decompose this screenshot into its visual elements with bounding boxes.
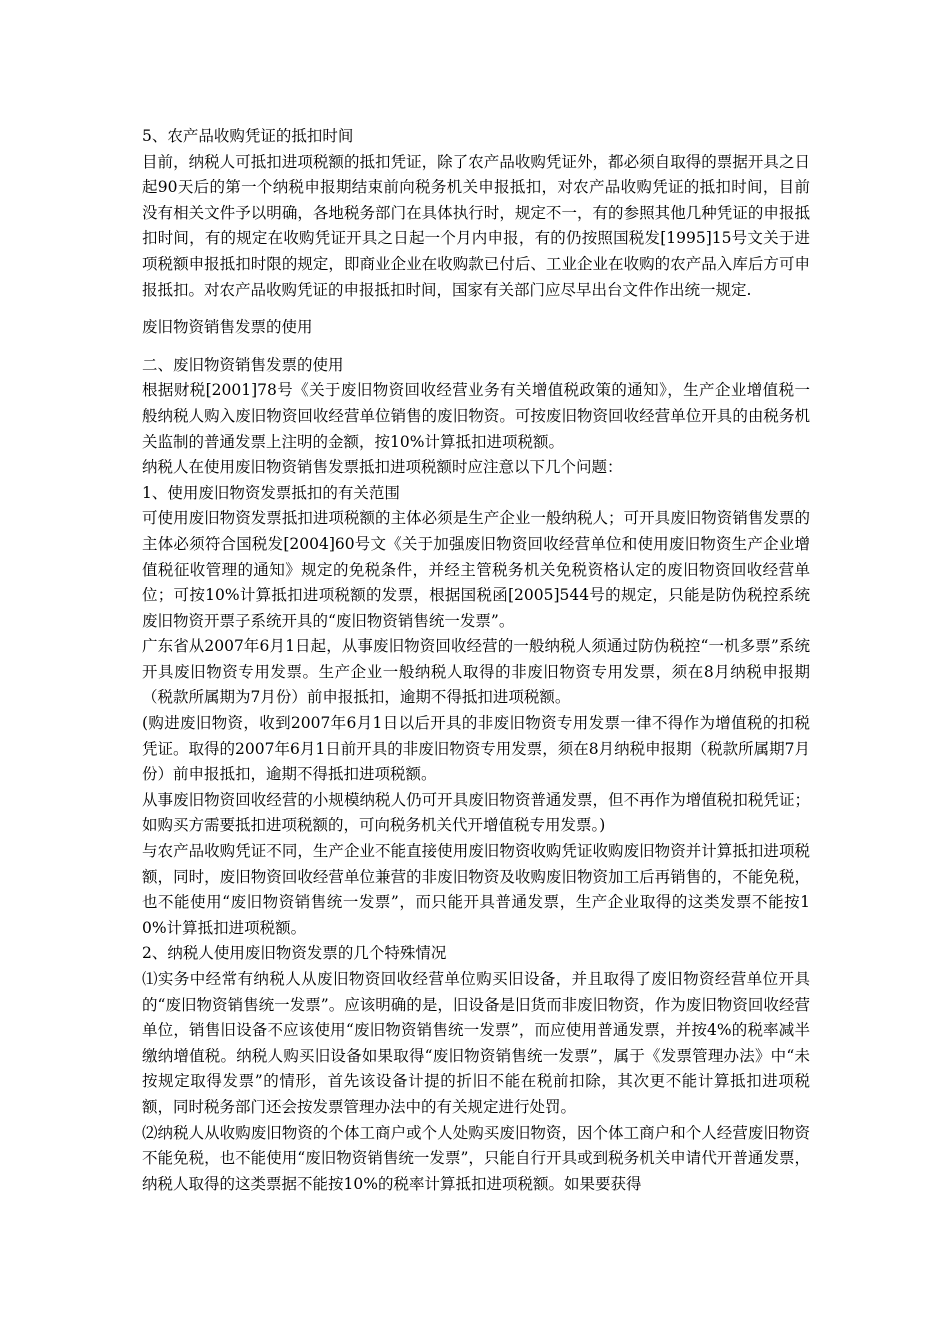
- section-heading-2: 二、废旧物资销售发票的使用: [142, 355, 344, 374]
- body-paragraph: 与农产品收购凭证不同，生产企业不能直接使用废旧物资收购凭证收购废旧物资并计算抵扣进项税额，同时，废旧物资回收经营单位兼营的非废旧物资及收购废旧物资加工后再销售的，不能免税，也不能使用“废旧物资销售统一发票”，而只能开具普通发票，生产企业取得的这类发票不能按10%计算抵扣进项税额。: [142, 842, 810, 937]
- body-paragraph: ⑵纳税人从收购废旧物资的个体工商户或个人处购买废旧物资，因个体工商户和个人经营废旧物资不能免税，也不能使用“废旧物资销售统一发票”，只能自行开具或到税务机关申请代开普通发票，纳税人取得的这类票据不能按10%的税率计算抵扣进项税额。如果要获得: [142, 1123, 810, 1193]
- body-paragraph: 根据财税[2001]78号《关于废旧物资回收经营业务有关增值税政策的通知》，生产企业增值税一般纳税人购入废旧物资回收经营单位销售的废旧物资。可按废旧物资回收经营单位开具的由税务机关监制的普通发票上注明的金额，按10%计算抵扣进项税额。: [142, 381, 810, 451]
- body-paragraph: 广东省从2007年6月1日起，从事废旧物资回收经营的一般纳税人须通过防伪税控“一机多票”系统开具废旧物资专用发票。生产企业一般纳税人取得的非废旧物资专用发票，须在8月纳税申报期（税款所属期为7月份）前申报抵扣，逾期不得抵扣进项税额。: [142, 637, 810, 707]
- subsection-heading-1: 1、使用废旧物资发票抵扣的有关范围: [142, 483, 400, 502]
- document-body: [142, 124, 810, 1197]
- body-paragraph: 可使用废旧物资发票抵扣进项税额的主体必须是生产企业一般纳税人；可开具废旧物资销售发票的主体必须符合国税发[2004]60号文《关于加强废旧物资回收经营单位和使用废旧物资生产企业增值税征收管理的通知》规定的免税条件，并经主管税务机关免税资格认定的废旧物资回收经营单位；可按10%计算抵扣进项税额的发票，根据国税函[2005]544号的规定，只能是防伪税控系统废旧物资开票子系统开具的“废旧物资销售统一发票”。: [142, 509, 810, 630]
- body-paragraph: 纳税人在使用废旧物资销售发票抵扣进项税额时应注意以下几个问题：: [142, 458, 623, 477]
- body-paragraph: ⑴实务中经常有纳税人从废旧物资回收经营单位购买旧设备，并且取得了废旧物资经营单位开具的“废旧物资销售统一发票”。应该明确的是，旧设备是旧货而非废旧物资，作为废旧物资回收经营单位，销售旧设备不应该使用“废旧物资销售统一发票”，而应使用普通发票，并按4%的税率减半缴纳增值税。纳税人购买旧设备如果取得“废旧物资销售统一发票”，属于《发票管理办法》中“未按规定取得发票”的情形，首先该设备计提的折旧不能在税前扣除，其次更不能计算抵扣进项税额，同时税务部门还会按发票管理办法中的有关规定进行处罚。: [142, 970, 810, 1116]
- body-paragraph: 从事废旧物资回收经营的小规模纳税人仍可开具废旧物资普通发票，但不再作为增值税扣税凭证；如购买方需要抵扣进项税额的，可向税务机关代开增值税专用发票。): [142, 790, 810, 835]
- section-title: 废旧物资销售发票的使用: [142, 318, 313, 337]
- section-heading-5: 5、农产品收购凭证的抵扣时间: [142, 127, 354, 145]
- body-paragraph: 目前，纳税人可抵扣进项税额的抵扣凭证，除了农产品收购凭证外，都必须自取得的票据开具之日起90天后的第一个纳税申报期结束前向税务机关申报抵扣，对农产品收购凭证的抵扣时间，目前没有相关文件予以明确，各地税务部门在具体执行时，规定不一，有的参照其他几种凭证的申报抵扣时间，有的规定在收购凭证开具之日起一个月内申报，有的仍按照国税发[1995]15号文关于进项税额申报抵扣时限的规定，即商业企业在收购款已付后、工业企业在收购的农产品入库后方可申报抵扣。对农产品收购凭证的申报抵扣时间，国家有关部门应尽早出台文件作出统一规定.: [142, 152, 810, 299]
- body-paragraph: (购进废旧物资，收到2007年6月1日以后开具的非废旧物资专用发票一律不得作为增值税的扣税凭证。取得的2007年6月1日前开具的非废旧物资专用发票，须在8月纳税申报期（税款所属期7月份）前申报抵扣，逾期不得抵扣进项税额。: [142, 714, 810, 784]
- subsection-heading-2: 2、纳税人使用废旧物资发票的几个特殊情况: [142, 944, 447, 963]
